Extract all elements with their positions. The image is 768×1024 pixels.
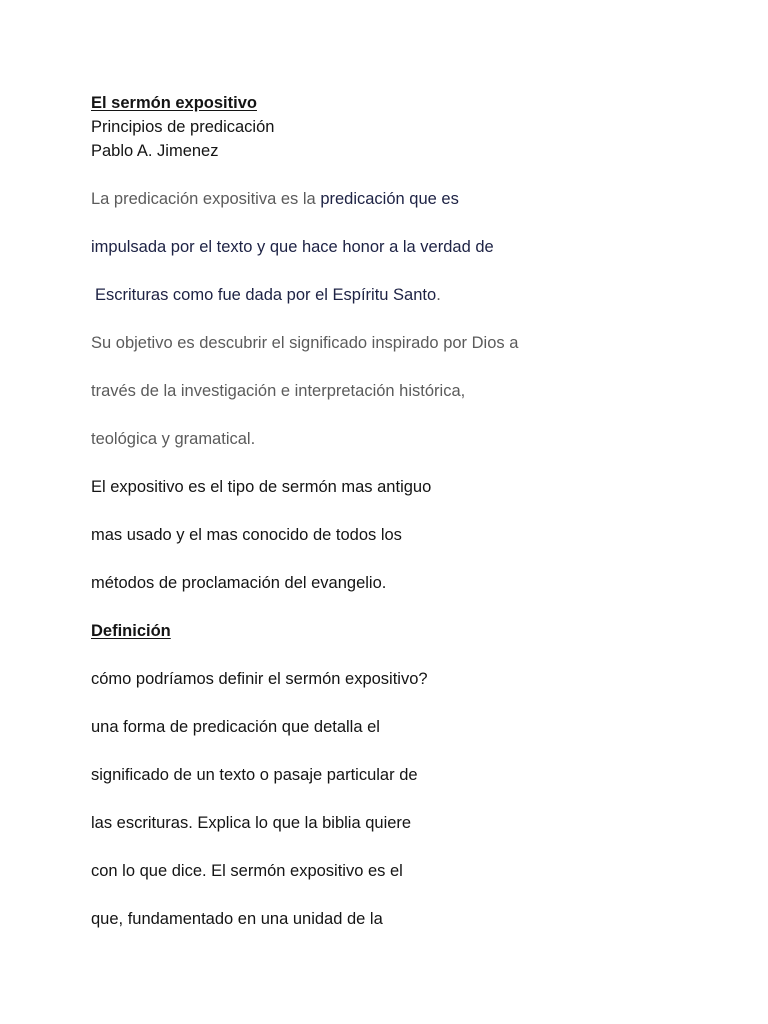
document-title: El sermón expositivo <box>91 94 257 112</box>
objective-line-2: través de la investigación e interpretación histórica, <box>91 382 466 400</box>
history-line-1: El expositivo es el tipo de sermón mas antiguo <box>91 478 432 496</box>
history-line-3: métodos de proclamación del evangelio. <box>91 574 387 592</box>
document-subtitle: Principios de predicación <box>91 118 275 136</box>
intro-line-3-part-b: . <box>436 286 441 304</box>
definition-line-1: cómo podríamos definir el sermón expositivo? <box>91 670 428 688</box>
intro-line-2: impulsada por el texto y que hace honor a la verdad de <box>91 238 494 256</box>
intro-line-1-part-a: La predicación expositiva es la <box>91 190 321 208</box>
intro-line-1-part-b: predicación que es <box>320 190 459 208</box>
history-line-2: mas usado y el mas conocido de todos los <box>91 526 402 544</box>
objective-line-3: teológica y gramatical. <box>91 430 256 448</box>
definition-line-6: que, fundamentado en una unidad de la <box>91 910 383 928</box>
intro-line-1 <box>91 188 459 210</box>
definition-line-5: con lo que dice. El sermón expositivo es el <box>91 862 403 880</box>
objective-line-1: Su objetivo es descubrir el significado inspirado por Dios a <box>91 334 519 352</box>
definition-line-4: las escrituras. Explica lo que la biblia quiere <box>91 814 412 832</box>
definition-line-3: significado de un texto o pasaje particular de <box>91 766 418 784</box>
document-author: Pablo A. Jimenez <box>91 142 219 160</box>
intro-line-3-part-a: Escrituras como fue dada por el Espíritu Santo <box>95 286 437 304</box>
definition-heading: Definición <box>91 622 171 640</box>
intro-line-3 <box>95 284 441 306</box>
definition-line-2: una forma de predicación que detalla el <box>91 718 380 736</box>
